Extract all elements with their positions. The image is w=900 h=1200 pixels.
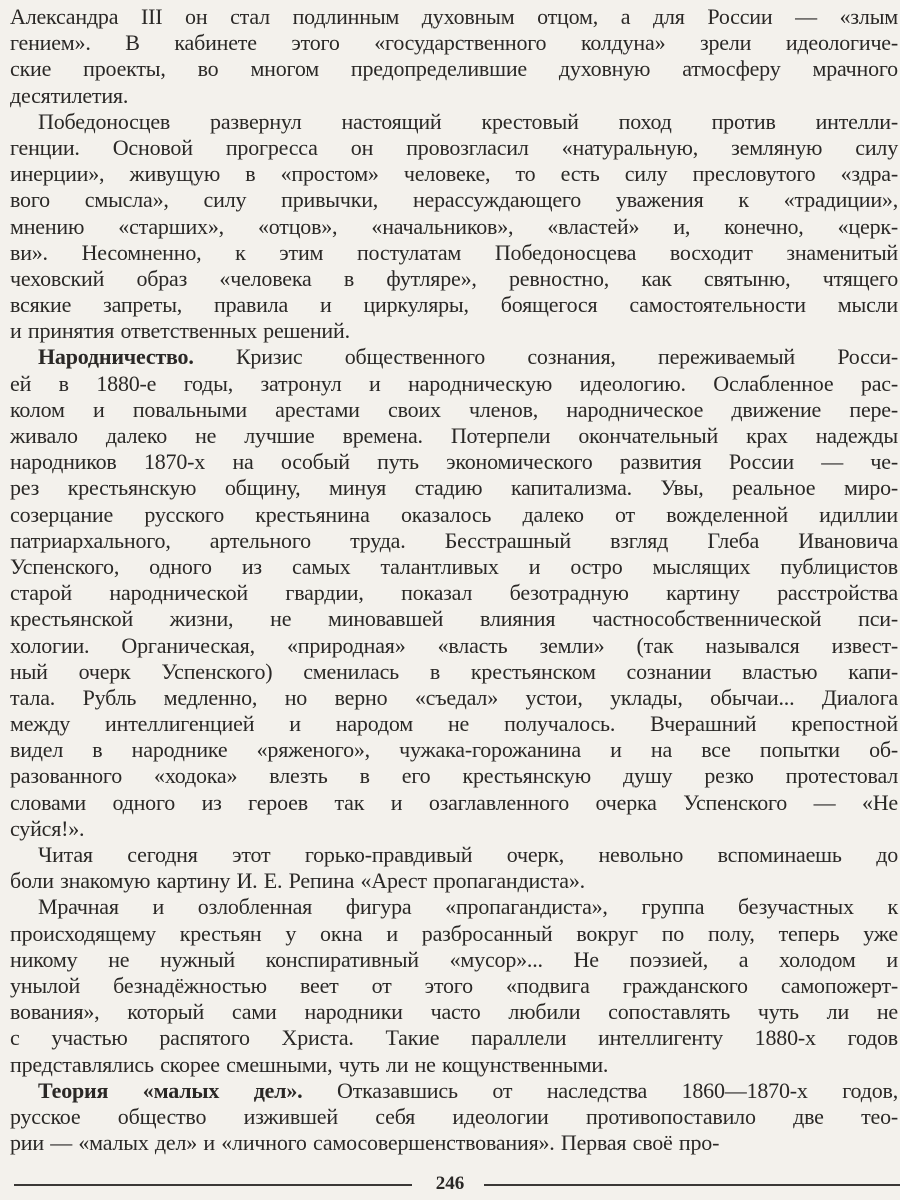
paragraph (10, 1078, 898, 1157)
text-line (10, 711, 898, 737)
line-text: ей в 1880-е годы, затронул и народническую идеологию. Ослабленное рас- (10, 370, 898, 396)
text-line (10, 292, 898, 318)
text-line (10, 554, 898, 580)
line-text: никому не нужный конспиративный «мусор»... Не поэзией, а холодом и (10, 946, 898, 972)
line-text: рез крестьянскую общину, минуя стадию капитализма. Увы, реальное миро- (10, 475, 898, 501)
line-text: тала. Рубль медленно, но верно «съедал» устои, уклады, обычаи... Диалога (10, 684, 898, 710)
text-line (10, 240, 898, 266)
line-text: видел в народнике «ряженого», чужака-горожанина и на все попытки об- (10, 737, 898, 763)
text-line (10, 1104, 898, 1130)
text-line (10, 214, 898, 240)
text-line (10, 109, 898, 135)
paragraph (10, 344, 898, 842)
text-line (10, 449, 898, 475)
text-line (10, 921, 898, 947)
text-line (10, 318, 898, 344)
page-body (10, 4, 898, 1156)
line-text: унылой безнадёжностью веет от этого «подвига гражданского самопожерт- (10, 972, 898, 998)
line-text: гением». В кабинете этого «государственного колдуна» зрели идеологиче- (10, 30, 898, 56)
line-text: живало далеко не лучшие времена. Потерпели окончательный крах надежды (10, 423, 898, 448)
line-text: вования», который сами народники часто любили сопоставлять чуть ли не (10, 999, 898, 1025)
text-line (10, 397, 898, 423)
text-line (10, 1025, 898, 1051)
text-line (10, 502, 898, 528)
text-line (10, 790, 898, 816)
line-text: разованного «ходока» влезть в его крестьянскую душу резко протестовал (10, 763, 898, 789)
text-line (10, 580, 898, 606)
line-text: русское общество изжившей себя идеологии противопоставило две тео- (10, 1103, 898, 1129)
text-line (10, 371, 898, 397)
page-number: 246 (435, 1173, 465, 1194)
text-line (10, 187, 898, 213)
text-line (10, 1052, 898, 1078)
line-text: чеховский образ «человека в футляре», ревностно, как святыню, чтящего (10, 265, 898, 291)
line-text: вого смысла», силу привычки, нерассуждающего уважения к «традиции», (10, 187, 898, 213)
line-text: Успенского, одного из самых талантливых и остро мыслящих публицистов (10, 553, 898, 579)
text-line (10, 1078, 898, 1104)
text-line (10, 737, 898, 763)
line-text: и принятия ответственных решений. (10, 318, 350, 344)
section-heading: Народничество. (38, 344, 194, 370)
paragraph (10, 894, 898, 1077)
line-text: представлялись скорее смешными, чуть ли не кощунственными. (10, 1051, 609, 1077)
text-line (10, 475, 898, 501)
text-line (10, 685, 898, 711)
line-text: народников 1870-х на особый путь экономического развития России — че- (10, 449, 898, 475)
line-text: ские проекты, во многом предопределившие духовную атмосферу мрачного (10, 56, 898, 82)
text-line (10, 83, 898, 109)
text-line (10, 4, 898, 30)
line-text: хологии. Органическая, «природная» «власть земли» (так назывался извест- (10, 632, 898, 658)
text-line (10, 763, 898, 789)
line-text: инерции», живущую в «простом» человеке, то есть силу пресловутого «здра- (10, 161, 898, 187)
line-text: Кризис общественного сознания, переживаемый Росси- (193, 344, 898, 370)
line-text: Александра III он стал подлинным духовным отцом, а для России — «злым (10, 4, 898, 29)
paragraph (10, 842, 898, 894)
page-footer (0, 1172, 900, 1196)
text-line (10, 868, 898, 894)
text-line (10, 947, 898, 973)
section-heading: Теория «малых дел». (38, 1077, 303, 1103)
text-line (10, 894, 898, 920)
line-text: генции. Основой прогресса он провозгласил «натуральную, земляную силу (10, 134, 898, 160)
paragraph (10, 109, 898, 345)
line-text: всякие запреты, правила и циркуляры, боящегося самостоятельности мысли (10, 292, 898, 318)
text-line (10, 161, 898, 187)
text-line (10, 816, 898, 842)
text-line (10, 528, 898, 554)
text-line (10, 973, 898, 999)
text-line (10, 423, 898, 449)
line-text: колом и повальными арестами своих членов, народническое движение пере- (10, 396, 898, 422)
text-line (10, 56, 898, 82)
footer-rule-right (484, 1184, 900, 1186)
text-line (10, 30, 898, 56)
line-text: ный очерк Успенского) сменилась в крестьянском сознании властью капи- (10, 658, 898, 684)
line-text: Победоносцев развернул настоящий крестовый поход против интелли- (38, 108, 898, 134)
paragraph (10, 4, 898, 109)
text-line (10, 633, 898, 659)
line-text: между интеллигенцией и народом не получалось. Вчерашний крепостной (10, 711, 898, 737)
line-text: словами одного из героев так и озаглавленного очерка Успенского — «Не (10, 789, 898, 815)
text-line (10, 659, 898, 685)
text-line (10, 606, 898, 632)
text-line (10, 266, 898, 292)
line-text: происходящему крестьян у окна и разбросанный вокруг по полу, теперь уже (10, 920, 898, 946)
line-text: патриархального, артельного труда. Бесстрашный взгляд Глеба Ивановича (10, 527, 898, 553)
text-line (10, 344, 898, 370)
line-text: Отказавшись от наследства 1860—1870-х годов, (302, 1077, 898, 1103)
line-text: ви». Несомненно, к этим постулатам Победоносцева восходит знаменитый (10, 239, 898, 265)
text-line (10, 999, 898, 1025)
line-text: крестьянской жизни, не миновавшей влияния частнособственнической пси- (10, 606, 898, 632)
line-text: суйся!». (10, 815, 85, 841)
line-text: с участью распятого Христа. Такие параллели интеллигенту 1880-х годов (10, 1025, 898, 1051)
line-text: десятилетия. (10, 82, 129, 108)
line-text: старой народнической гвардии, показал безотрадную картину расстройства (10, 580, 898, 606)
text-line (10, 842, 898, 868)
line-text: Мрачная и озлобленная фигура «пропагандиста», группа безучастных к (38, 894, 898, 920)
text-line (10, 1130, 898, 1156)
line-text: созерцание русского крестьянина оказалось далеко от вожделенной идиллии (10, 501, 898, 527)
text-line (10, 135, 898, 161)
line-text: рии — «малых дел» и «личного самосовершенствования». Первая своё про- (10, 1130, 720, 1156)
line-text: боли знакомую картину И. Е. Репина «Арест пропагандиста». (10, 868, 585, 894)
line-text: мнению «старших», «отцов», «начальников», «властей» и, конечно, «церк- (10, 213, 898, 239)
line-text: Читая сегодня этот горько-правдивый очерк, невольно вспоминаешь до (38, 842, 898, 867)
